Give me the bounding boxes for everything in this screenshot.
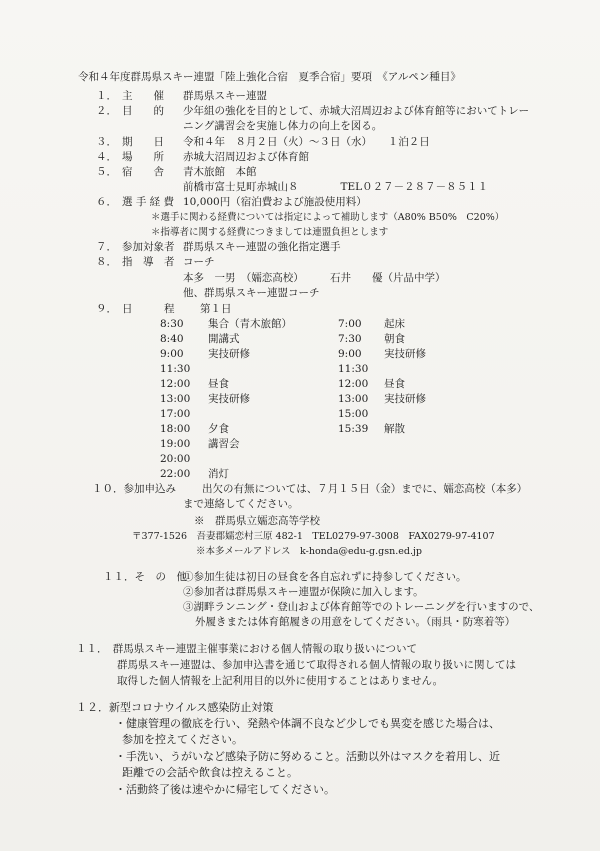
schedule-time: 8:40 [160, 333, 184, 345]
document-title: 令和４年度群馬県スキー連盟「陸上強化合宿 夏季合宿」要項 《アルペン種目》 [78, 71, 461, 83]
privacy-line-2: 取得した個人情報を上記利用目的以外に使用することはありません。 [117, 675, 444, 687]
others-note-1: ①参加生徒は初日の昼食を各自忘れずに持参してください。 [183, 571, 467, 583]
purpose-line-2: ニング講習会を実施し体力の向上を図る。 [183, 120, 383, 132]
item-number: １． [96, 90, 117, 102]
application-label: １０．参加申込み [92, 483, 176, 495]
item-value: 第１日 [200, 303, 232, 315]
schedule-event: 開講式 [208, 333, 240, 345]
schedule-event: 実技研修 [208, 348, 250, 360]
application-line-2: まで連絡してください。 [183, 498, 299, 510]
schedule-time: 15:39 [338, 423, 369, 435]
privacy-line-1: 群馬県スキー連盟は、参加申込書を通じて取得される個人情報の取り扱いに関しては [117, 659, 516, 671]
privacy-label: １１． 群馬県スキー連盟主催事業における個人情報の取り扱いについて [76, 643, 418, 655]
item-value: 赤城大沼周辺および体育館 [183, 151, 309, 163]
schedule-event: 昼食 [208, 378, 229, 390]
schedule-event: 解散 [384, 423, 405, 435]
others-label: １１．そ の 他 [103, 571, 187, 583]
item-number: ６． [96, 196, 117, 208]
item-value: 青木旅館 本館 [183, 166, 257, 178]
schedule-time: 12:00 [160, 378, 191, 390]
item-value: 10,000円（宿泊費および施設使用料） [183, 196, 367, 208]
item-label: 日 程 [122, 303, 175, 315]
item-label: 場 所 [122, 151, 164, 163]
schedule-time: 7:30 [338, 333, 362, 345]
school-name: ※ 群馬県立嬬恋高等学校 [194, 515, 320, 527]
schedule-time: 11:30 [160, 363, 191, 375]
item-label: 期 日 [122, 136, 164, 148]
item-number: ４． [96, 151, 117, 163]
schedule-event: 夕食 [208, 423, 229, 435]
covid-bullet-2-cont: 距離での会話や飲食は控えること。 [122, 766, 298, 779]
schedule-time: 15:00 [338, 408, 369, 420]
schedule-time: 19:00 [160, 438, 191, 450]
item-label: 宿 舎 [122, 166, 164, 178]
item-label: 指 導 者 [122, 256, 175, 268]
item-value: コーチ [183, 256, 215, 268]
schedule-time: 13:00 [160, 393, 191, 405]
schedule-event: 集合（青木旅館） [208, 318, 292, 330]
item-number: ７． [96, 241, 117, 253]
others-note-2: ②参加者は群馬県スキー連盟が保険に加入します。 [183, 586, 424, 598]
covid-bullet-2: ・手洗い、うがいなど感染予防に努めること。活動以外はマスクを着用し、近 [115, 750, 500, 763]
schedule-event: 実技研修 [384, 393, 426, 405]
item-label: 選 手 経 費 [122, 196, 175, 208]
schedule-time: 18:00 [160, 423, 191, 435]
schedule-time: 9:00 [338, 348, 362, 360]
schedule-time: 8:30 [160, 318, 184, 330]
schedule-time: 7:00 [338, 318, 362, 330]
coach-line-2: 他、群馬県スキー連盟コーチ [183, 287, 320, 299]
item-label: 参加対象者 [122, 241, 175, 253]
fee-note-2: ＊指導者に関する経費につきましては連盟負担とします [151, 227, 389, 238]
item-number: ３． [96, 136, 117, 148]
item-value: 令和４年 ８月２日（火）～３日（水） １泊２日 [183, 136, 430, 148]
item-number: ５． [96, 166, 117, 178]
item-label: 主 催 [122, 90, 164, 102]
schedule-event: 起床 [384, 318, 405, 330]
covid-label: １２．新型コロナウイルス感染防止対策 [76, 701, 274, 714]
school-address: 〒377-1526 吾妻郡嬬恋村三原 482-1 TEL0279-97-3008 FAX0279-97-4107 [132, 531, 495, 542]
covid-bullet-1-cont: 参加を控えてください。 [122, 733, 243, 746]
coach-line-1: 本多 一男 （嬬恋高校） 石井 優（片品中学） [183, 272, 446, 284]
others-note-3: ③湖畔ランニング・登山および体育館等でのトレーニングを行いますので、 [183, 601, 540, 613]
application-line-1: 出欠の有無については、７月１５日（金）までに、嬬恋高校（本多） [202, 483, 528, 495]
contact-email: ※本多メールアドレス k-honda@edu-g.gsn.ed.jp [196, 546, 423, 557]
item-number: ２． [96, 105, 117, 117]
schedule-event: 講習会 [208, 438, 240, 450]
item-value: 少年組の強化を目的として、赤城大沼周辺および体育館等においてトレー [183, 105, 530, 117]
schedule-event: 消灯 [208, 468, 229, 480]
schedule-event: 朝食 [384, 333, 405, 345]
fee-note-1: ＊選手に関わる経費については指定によって補助します（A80% B50% C20%） [151, 212, 505, 223]
schedule-event: 昼食 [384, 378, 405, 390]
item-number: ８． [96, 256, 117, 268]
schedule-time: 9:00 [160, 348, 184, 360]
schedule-event: 実技研修 [208, 393, 250, 405]
covid-bullet-3: ・活動終了後は速やかに帰宅してください。 [115, 783, 335, 796]
schedule-time: 11:30 [338, 363, 369, 375]
lodging-address: 前橋市富士見町赤城山８ TEL０２７－２８７－８５１１ [183, 181, 489, 193]
schedule-time: 17:00 [160, 408, 191, 420]
item-number: ９． [96, 303, 117, 315]
schedule-event: 実技研修 [384, 348, 426, 360]
schedule-time: 20:00 [160, 453, 191, 465]
schedule-time: 13:00 [338, 393, 369, 405]
covid-bullet-1: ・健康管理の徹底を行い、発熱や体調不良など少しでも異変を感じた場合は、 [115, 717, 500, 730]
schedule-time: 22:00 [160, 468, 191, 480]
item-label: 目 的 [122, 105, 164, 117]
schedule-time: 12:00 [338, 378, 369, 390]
item-value: 群馬県スキー連盟 [183, 90, 267, 102]
others-note-3-cont: 外履きまたは体育館履きの用意をしてください。（雨具・防寒着等） [195, 616, 516, 628]
item-value: 群馬県スキー連盟の強化指定選手 [183, 241, 341, 253]
